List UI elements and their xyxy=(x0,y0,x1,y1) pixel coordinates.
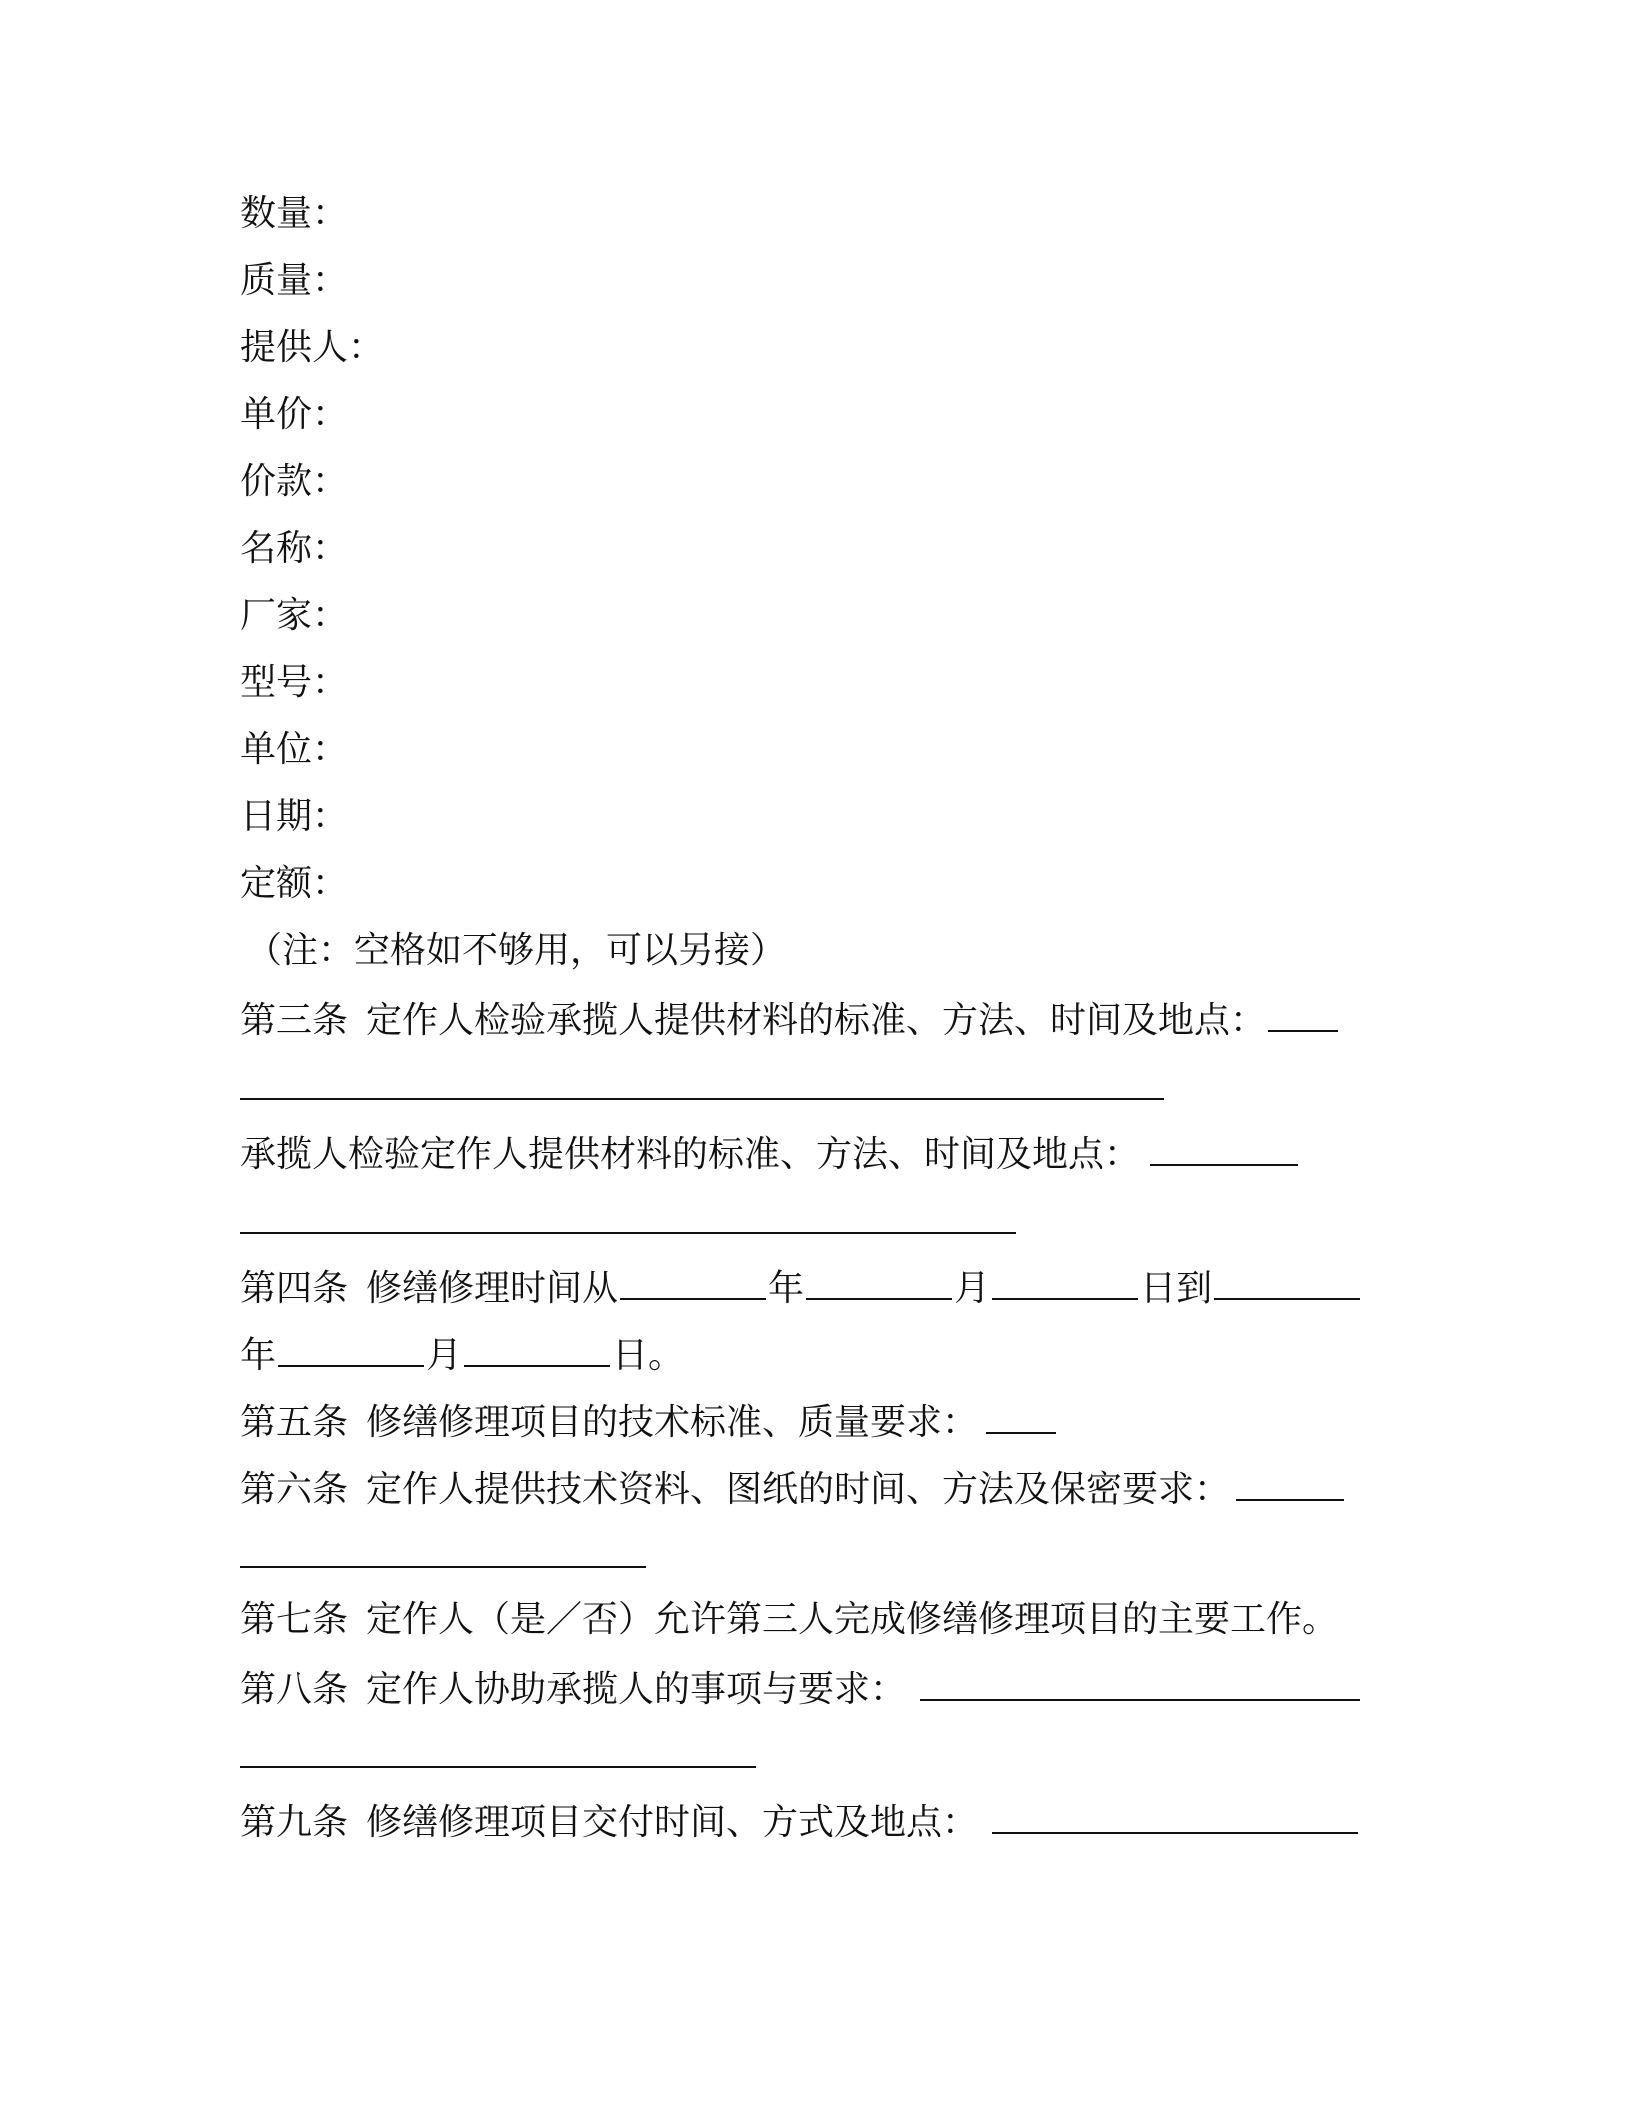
article-5-blank[interactable] xyxy=(986,1398,1056,1434)
note: （注：空格如不够用，可以另接） xyxy=(246,930,787,971)
field-date: 日期： xyxy=(240,796,349,837)
article-6-blank[interactable] xyxy=(1236,1465,1344,1501)
field-quota: 定额： xyxy=(240,863,349,904)
field-unit-price: 单价： xyxy=(240,394,349,435)
field-unit: 单位： xyxy=(240,729,349,770)
article-3b-blank[interactable] xyxy=(1150,1130,1298,1166)
start-month-blank[interactable] xyxy=(806,1264,952,1300)
field-provider: 提供人： xyxy=(240,327,385,368)
article-6 xyxy=(240,1465,1346,1512)
end-day-blank[interactable] xyxy=(464,1331,610,1367)
article-8-blank-line[interactable] xyxy=(240,1766,756,1768)
article-9-text: 修缮修理项目交付时间、方式及地点： xyxy=(366,1802,979,1843)
article-3b-blank-line[interactable] xyxy=(240,1232,1016,1234)
article-5 xyxy=(240,1398,1058,1445)
field-quality: 质量： xyxy=(240,260,349,301)
end-month-label: 月 xyxy=(426,1335,463,1376)
article-3b-text: 承揽人检验定作人提供材料的标准、方法、时间及地点： xyxy=(240,1134,1141,1175)
article-3-text: 定作人检验承揽人提供材料的标准、方法、时间及地点： xyxy=(366,1000,1267,1041)
start-year-blank[interactable] xyxy=(620,1264,766,1300)
start-year-label: 年 xyxy=(768,1268,805,1309)
article-3 xyxy=(240,996,1340,1043)
article-5-number: 第五条 xyxy=(240,1402,349,1443)
article-8 xyxy=(240,1665,1362,1712)
end-day-label: 日。 xyxy=(612,1335,685,1376)
end-year-label: 年 xyxy=(240,1335,277,1376)
start-day-blank[interactable] xyxy=(992,1264,1138,1300)
end-year-blank[interactable] xyxy=(1214,1264,1360,1300)
article-8-number: 第八条 xyxy=(240,1669,349,1710)
article-8-blank[interactable] xyxy=(920,1665,1360,1701)
article-7-text: 定作人（是／否）允许第三人完成修缮修理项目的主要工作。 xyxy=(366,1599,1339,1640)
field-price: 价款： xyxy=(240,461,349,502)
article-6-number: 第六条 xyxy=(240,1469,349,1510)
article-4-text: 修缮修理时间从 xyxy=(366,1268,619,1309)
field-manufacturer: 厂家： xyxy=(240,595,349,636)
article-6-text: 定作人提供技术资料、图纸的时间、方法及保密要求： xyxy=(366,1469,1231,1510)
article-3-blank[interactable] xyxy=(1268,996,1338,1032)
start-day-label: 日到 xyxy=(1140,1268,1213,1309)
article-3-number: 第三条 xyxy=(240,1000,349,1041)
article-4-continued xyxy=(240,1331,684,1378)
article-7-number: 第七条 xyxy=(240,1599,349,1640)
article-3-paragraph-2 xyxy=(240,1130,1300,1177)
article-6-blank-line[interactable] xyxy=(240,1566,646,1568)
article-9-blank[interactable] xyxy=(992,1798,1358,1834)
article-4 xyxy=(240,1264,1362,1311)
article-9 xyxy=(240,1798,1360,1845)
article-7 xyxy=(240,1598,1338,1642)
end-month-blank[interactable] xyxy=(278,1331,424,1367)
start-month-label: 月 xyxy=(954,1268,991,1309)
article-9-number: 第九条 xyxy=(240,1802,349,1843)
article-5-text: 修缮修理项目的技术标准、质量要求： xyxy=(366,1402,979,1443)
field-model: 型号： xyxy=(240,662,349,703)
field-quantity: 数量： xyxy=(240,193,349,234)
article-4-number: 第四条 xyxy=(240,1268,349,1309)
article-3-blank-line[interactable] xyxy=(240,1098,1164,1100)
article-8-text: 定作人协助承揽人的事项与要求： xyxy=(366,1669,907,1710)
field-name: 名称： xyxy=(240,528,349,569)
